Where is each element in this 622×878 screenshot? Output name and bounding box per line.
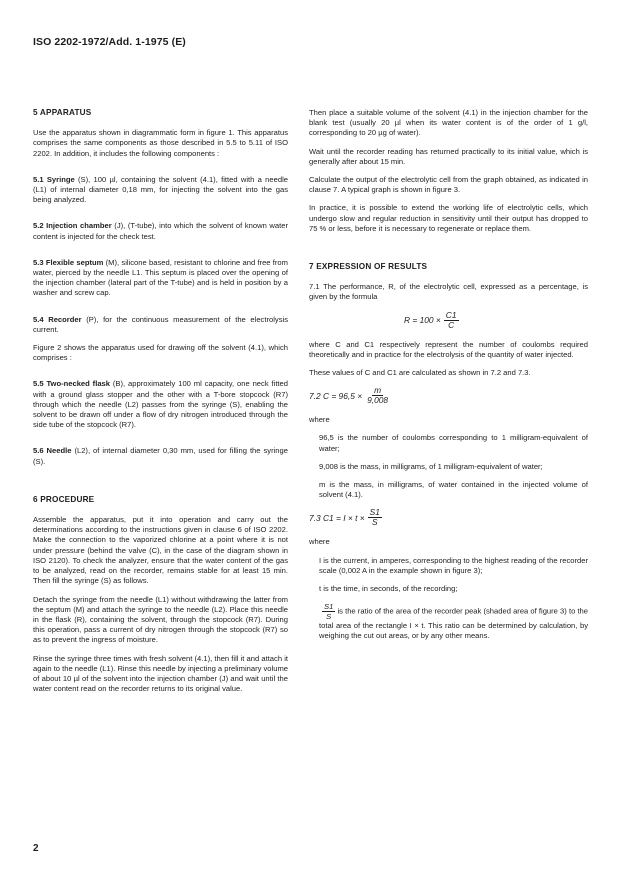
formula-performance-denominator: C (448, 319, 455, 330)
section-6-paragraph-3: Rinse the syringe three times with fresh solvent (4.1), then fill it and attach it again to the needle (L1). Rinse this needle by injecting a preliminary volume of about 10 µl of the solvent into the injection chamber (J) and wait until the water content read on the recorder returns to its original value. (33, 653, 288, 694)
where-item-9-008: 9,008 is the mass, in milligrams, of 1 milligram-equivalent of water; (319, 461, 543, 471)
section-6-heading: 6 PROCEDURE (33, 494, 95, 504)
section-5-5 (33, 379, 288, 430)
section-5-2 (33, 221, 288, 241)
section-6-paragraph-1: Assemble the apparatus, put it into operation and carry out the determinations according to the instructions given in clause 6 of ISO 2202. Make the connection to the vaporized chlorine at a point where it is not under pressure (behind the valve (C), in the case of the diagram shown in ISO 2120). To check the analyzer, ensure that the water content of the gas to be analyzed, read on the recorder, remains stable for at least 15 min. Then fill the syringe (S) as follows. (33, 515, 288, 586)
section-5-4-title: 5.4 Recorder (33, 314, 82, 324)
formula-performance (404, 311, 588, 330)
section-7-1-where: where C and C1 respectively represent the number of coulombs required theoretically and in practice for the electrolysis of the quantity of water injected. (309, 339, 588, 359)
where-label-2: where (309, 537, 330, 547)
section-7-heading: 7 EXPRESSION OF RESULTS (309, 262, 428, 272)
formula-7-2-fraction (365, 386, 390, 405)
section-5-6-title: 5.6 Needle (33, 446, 72, 456)
section-5-1-title: 5.1 Syringe (33, 174, 75, 184)
page-header: ISO 2202-1972/Add. 1-1975 (E) (33, 36, 186, 48)
formula-performance-numerator: C1 (445, 309, 457, 320)
formula-7-3-numerator: S1 (369, 507, 380, 518)
ratio-numerator: S1 (324, 602, 334, 612)
section-7-1-calc: These values of C and C1 are calculated as shown in 7.2 and 7.3. (309, 368, 531, 378)
formula-performance-left: R = 100 × (404, 315, 441, 326)
formula-7-2-left: 7.2 C = 96,5 × (309, 390, 363, 401)
section-5-heading: 5 APPARATUS (33, 108, 92, 117)
ratio-text: is the ratio of the area of the recorder peak (shaded area of figure 3) to the total area of the rectangle I × t. This ratio can be determined by calculation, by weighing the cut out areas, or by any other means. (319, 606, 588, 641)
section-5-2-text: (J), (T-tube), into which the solvent of known water content is injected for the check test. (33, 221, 288, 241)
right-column (309, 108, 588, 650)
left-column (33, 108, 288, 702)
right-paragraph-1: Then place a suitable volume of the solvent (4.1) in the injection chamber for the blank test (usually 20 µl when its water content is of the order of 1 g/l, corresponding to 20 µg of water). (309, 108, 588, 138)
right-paragraph-2: Wait until the recorder reading has returned practically to its initial value, which is generally after about 15 min. (309, 146, 588, 166)
formula-7-2-numerator: m (374, 385, 382, 396)
where-item-96-5: 96,5 is the number of coulombs corresponding to 1 milligram-equivalent of water; (319, 433, 588, 453)
ratio-denominator: S (326, 612, 332, 622)
right-paragraph-4: In practice, it is possible to extend the working life of electrolytic cells, which undergo slow and regular reduction in sensitivity until their output has dropped to 75 % or less, before it is necessary to regenerate or replace them. (309, 203, 588, 233)
where-item-t: t is the time, in seconds, of the recording; (319, 584, 458, 594)
section-7-1-text: 7.1 The performance, R, of the electrolytic cell, expressed as a percentage, is given by the formula (309, 282, 588, 302)
formula-7-2 (309, 386, 588, 405)
section-5-3-text: (M), silicone based, resistant to chlorine and free from water, pierced by the needle L1. This septum is placed over the opening of the injection chamber (lateral part of the T-tube) and is held in position by a washer and screw cap. (33, 257, 288, 298)
formula-7-3-fraction (368, 508, 382, 527)
ratio-fraction (322, 602, 335, 621)
section-5-2-title: 5.2 Injection chamber (33, 221, 112, 231)
section-5-6-text: (L2), of internal diameter 0,30 mm, used for filling the syringe (S). (33, 446, 288, 466)
section-5-intro: Use the apparatus shown in diagrammatic form in figure 1. This apparatus comprises the same components as those described in 5.5 to 5.11 of ISO 2202. In addition, it includes the following components : (33, 128, 288, 158)
right-paragraph-3: Calculate the output of the electrolytic cell from the graph obtained, as indicated in clause 7. A typical graph is shown in figure 3. (309, 175, 588, 195)
formula-7-3-denominator: S (371, 517, 378, 528)
formula-performance-fraction (444, 311, 459, 330)
section-6-paragraph-2: Detach the syringe from the needle (L1) without withdrawing the latter from the septum (M) and attach the syringe to the needle (L2). Place this needle in the flask (R), containing the solvent, through the stopcock (R7). During this operation, pass a current of dry nitrogen through the stopcock (R7) so as to prevent the ingress of moisture. (33, 594, 288, 645)
section-5-1 (33, 175, 288, 206)
where-item-ratio (309, 602, 588, 641)
where-item-m: m is the mass, in milligrams, of water contained in the injected volume of solvent (4.1). (319, 480, 588, 500)
section-5-4-note: Figure 2 shows the apparatus used for drawing off the solvent (4.1), which comprises : (33, 343, 288, 363)
section-5-3 (33, 258, 288, 299)
page-number: 2 (33, 843, 39, 854)
section-5-5-title: 5.5 Two-necked flask (33, 379, 110, 389)
section-5-5-text: (B), approximately 100 ml capacity, one neck fitted with a ground glass stopper and the other with a T-bore stopcock (R7) through which the needle (L2) passes from the syringe (S), enabling the solvent to be drawn off under a flow of dry nitrogen introduced through the side tube of the stopcock (R7). (33, 379, 288, 430)
section-5-3-title: 5.3 Flexible septum (33, 257, 104, 267)
section-5-4-text: (P), for the continuous measurement of the electrolysis current. (33, 314, 288, 334)
section-5-1-text: (S), 100 µl, containing the solvent (4.1), fitted with a needle (L1) of internal diameter 0,18 mm, for injecting the solvent into the gas being analyzed. (33, 174, 288, 205)
where-item-i: I is the current, in amperes, corresponding to the highest reading of the recorder scale (0,002 A in the example shown in figure 3); (319, 555, 588, 575)
section-5-6 (33, 446, 288, 466)
where-label-1: where (309, 415, 330, 425)
formula-7-3 (309, 508, 588, 527)
formula-7-2-denominator: 9,008 (367, 395, 389, 406)
section-5-4 (33, 315, 288, 335)
formula-7-3-left: 7.3 C1 = I × t × (309, 512, 365, 523)
